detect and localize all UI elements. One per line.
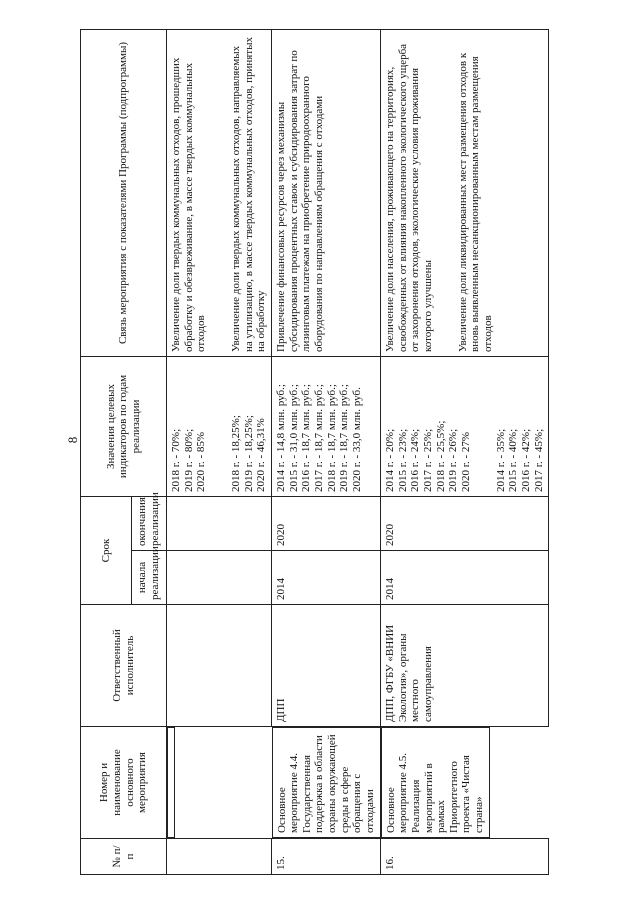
link-a: Привлечение финансовых ресурсов через механизмы субсидирования процентных ставок и субсидирования затрат по лизинговым платежам на приобретение природоохранного оборудования по направлениям обращения с отходами <box>275 50 325 352</box>
header-term: Срок <box>81 497 132 605</box>
link-b: Увеличение доли твердых коммунальных отходов, направляемых на утилизацию, в массе твердых коммунальных отходов, принятых на обработку <box>229 37 268 352</box>
row-start: 2014 <box>381 551 549 605</box>
link-b: Увеличение доли ликвидированных мест размещения отходов к вновь выявленным несанкционированным местам размещения отходов <box>456 52 494 352</box>
row-link <box>381 30 549 357</box>
table-row <box>167 30 272 875</box>
row-end <box>167 497 272 551</box>
row-end: 2020 <box>381 497 549 551</box>
row-link <box>272 30 381 357</box>
row-responsible <box>167 605 272 727</box>
values-a: 2014 г. - 14,8 млн. руб.; 2015 г. - 31,0 млн. руб.; 2016 г. - 18,7 млн. руб.; 2017 г. - 18,7 млн. руб.; 2018 г. - 18,7 млн. руб.; 2019 г. - 18,7 млн. руб.; 2020 г. - 33,0 млн. руб. <box>275 384 363 492</box>
row-num: 15. <box>272 839 381 875</box>
row-values <box>272 357 381 497</box>
row-name <box>167 727 175 838</box>
row-end: 2020 <box>272 497 381 551</box>
row-name: Основное мероприятие 4.4. Государственная поддержка в области охраны окружающей среды в сфере обращения с отходами <box>272 727 381 838</box>
row-num: 16. <box>381 839 549 875</box>
header-name: Номер и наименование основного мероприятия <box>81 727 167 839</box>
rotated-table-wrapper <box>80 30 545 875</box>
values-a: 2014 г. - 20%; 2015 г. - 23%; 2016 г. - 24%; 2017 г. - 25%; 2018 г. - 25,5%; 2019 г. - 26%; 2020 г. - 27% <box>384 420 472 492</box>
table-row <box>272 30 381 875</box>
table-stage <box>80 30 545 875</box>
header-num: № п/п <box>81 839 167 875</box>
row-values <box>167 357 272 497</box>
header-responsible: Ответственный исполнитель <box>81 605 167 727</box>
link-a: Увеличение доли населения, проживающего на территориях, освобожденных от влияния накопленного экологического ущерба от захоронения отходов, экологические условия проживания которого улучшены <box>384 43 435 352</box>
header-row <box>81 30 132 875</box>
row-responsible: ДПП <box>272 605 381 727</box>
header-link: Связь мероприятия с показателями Программы (подпрограммы) <box>81 30 167 357</box>
values-b: 2014 г. - 35%; 2015 г. - 40%; 2016 г. - 42%; 2017 г. - 45%; <box>494 428 545 492</box>
row-start: 2014 <box>272 551 381 605</box>
table-row <box>381 30 549 875</box>
values-b: 2018 г. - 18,25%; 2019 г. - 18,25%; 2020 г. - 46,31% <box>229 415 268 492</box>
row-link <box>167 30 272 357</box>
row-values <box>381 357 549 497</box>
values-a: 2018 г. - 70%; 2019 г. - 80%; 2020 г. - 85% <box>170 428 208 492</box>
row-num <box>167 839 272 875</box>
link-a: Увеличение доли твердых коммунальных отходов, прошедших обработку и обезвреживание, в массе твердых коммунальных отходов <box>170 57 208 352</box>
row-name: Основное мероприятие 4.5. Реализация мероприятий в рамках Приоритетного проекта «Чистая страна» <box>381 727 490 838</box>
header-values: Значения целевых индикаторов по годам реализации <box>81 357 167 497</box>
program-measures-table <box>80 29 549 875</box>
row-start <box>167 551 272 605</box>
page-number: 8 <box>65 436 80 444</box>
header-end: окончания реализации <box>132 497 167 551</box>
row-responsible: ДПП, ФГБУ «ВНИИ Экология», органы местного самоуправления <box>381 605 549 727</box>
header-start: начала реализации <box>132 551 167 605</box>
